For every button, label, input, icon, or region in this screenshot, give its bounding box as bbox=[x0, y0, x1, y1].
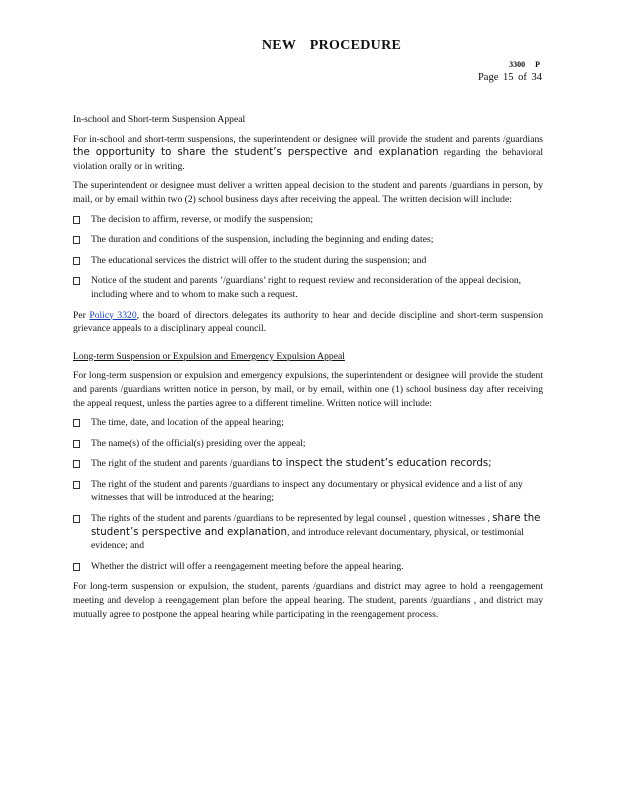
bullet-text: The right of the student and parents /guardians to inspect any documentary or physical evidence and a list of any witnesses that will be introduced at the hearing; bbox=[91, 478, 523, 504]
decision-bullet-list bbox=[73, 213, 543, 302]
bullet-text: The educational services the district will offer to the student during the suspension; and bbox=[91, 254, 427, 266]
written-decision-paragraph: The superintendent or designee must deliver a written appeal decision to the student and parents /guardians in person, by mail, or by email within two (2) school business days after receiving the appeal. The written decision will include: bbox=[73, 180, 543, 205]
list-item bbox=[73, 274, 543, 301]
document-body bbox=[73, 113, 543, 627]
bullet-text: The name(s) of the official(s) presiding over the appeal; bbox=[91, 437, 306, 449]
list-item bbox=[73, 213, 543, 227]
section-heading-short-term: In-school and Short-term Suspension Appeal bbox=[73, 114, 246, 125]
bullet-box-icon bbox=[73, 440, 80, 448]
bullet-text: Notice of the student and parents ’/guardians’ right to request review and reconsideration of the appeal decision, including where and to whom to make such a request. bbox=[91, 275, 522, 300]
intro-text-highlight: the opportunity to share the student’s perspective and explanation bbox=[73, 147, 439, 159]
bullet-text: The duration and conditions of the suspension, including the beginning and ending dates; bbox=[91, 234, 434, 246]
bullet-text-highlight: share the student’s perspective and explanation bbox=[91, 513, 541, 538]
intro-text-a: For in-school and short-term suspensions, the superintendent or designee will provide the student and parents /guardians bbox=[73, 133, 543, 145]
page-title: NEW PROCEDURE bbox=[261, 38, 402, 53]
bullet-box-icon bbox=[73, 481, 80, 489]
list-item bbox=[73, 233, 543, 247]
policy-3320-link[interactable]: Policy 3320 bbox=[89, 309, 137, 321]
policy-code: 3300 P bbox=[509, 60, 540, 69]
bullet-text: Whether the district will offer a reengagement meeting before the appeal hearing. bbox=[91, 560, 404, 572]
bullet-box-icon bbox=[73, 419, 80, 427]
bullet-text: The time, date, and location of the appeal hearing; bbox=[91, 417, 284, 429]
bullet-text-c: , and introduce relevant documentary, physical, or testimonial evidence; and bbox=[91, 526, 524, 552]
bullet-text-highlight: to inspect the student’s education records; bbox=[272, 458, 492, 470]
list-item bbox=[73, 512, 543, 553]
bullet-box-icon bbox=[73, 460, 80, 468]
long-term-intro-paragraph: For long-term suspension or expulsion and emergency expulsions, the superintendent or designee will provide the student and parents /guardians written notice in person, by mail, or by email, within one (1) school business day after receiving the appeal request, unless the parties agree to a different timeline. Written notice will include: bbox=[73, 370, 543, 409]
bullet-box-icon bbox=[73, 277, 80, 285]
policy-pre-text: Per bbox=[73, 309, 90, 321]
reengagement-paragraph: For long-term suspension or expulsion, the student, parents /guardians and district may agree to hold a reengagement meeting and develop a reengagement plan before the appeal hearing. The student, parents /guardians , and district may mutually agree to postpone the appeal hearing while participating in the reengagement process. bbox=[73, 581, 543, 620]
list-item bbox=[73, 437, 543, 451]
list-item bbox=[73, 560, 543, 574]
section-heading-long-term: Long-term Suspension or Expulsion and Emergency Expulsion Appeal bbox=[73, 350, 345, 362]
intro-text-c: regarding the behavioral violation orally or in writing. bbox=[73, 147, 543, 172]
list-item bbox=[73, 478, 543, 505]
bullet-box-icon bbox=[73, 236, 80, 244]
page-number: Page 15 of 34 bbox=[477, 72, 542, 83]
notice-bullet-list bbox=[73, 416, 543, 573]
bullet-box-icon bbox=[73, 257, 80, 265]
bullet-box-icon bbox=[73, 216, 80, 224]
bullet-box-icon bbox=[73, 563, 80, 571]
short-term-intro-paragraph bbox=[73, 133, 543, 174]
policy-post-text: , the board of directors delegates its authority to hear and decide discipline and short-term suspension grievance appeals to a disciplinary appeal council. bbox=[73, 309, 544, 335]
policy-delegation-paragraph bbox=[73, 309, 543, 336]
bullet-text-a: The right of the student and parents /guardians bbox=[91, 458, 273, 470]
list-item bbox=[73, 254, 543, 268]
list-item bbox=[73, 457, 543, 471]
bullet-text: The decision to affirm, reverse, or modify the suspension; bbox=[91, 213, 314, 225]
bullet-text-a: The rights of the student and parents /guardians to be represented by legal counsel , question witnesses , bbox=[91, 513, 493, 525]
bullet-box-icon bbox=[73, 515, 80, 523]
list-item bbox=[73, 416, 543, 430]
